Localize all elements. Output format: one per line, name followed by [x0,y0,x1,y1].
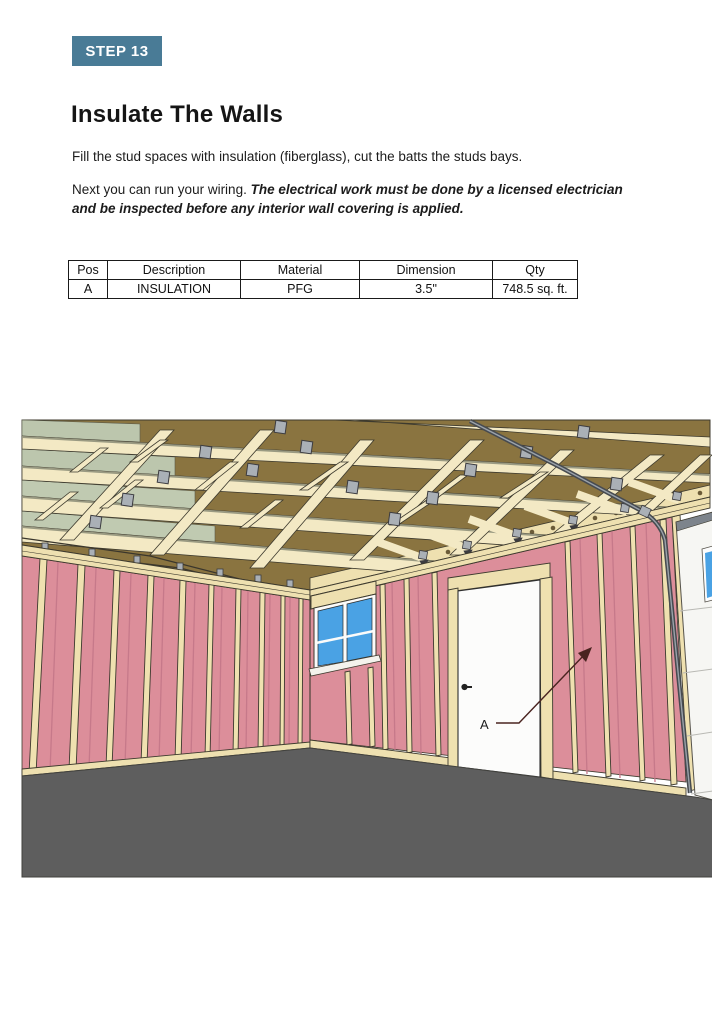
door-knob [461,684,467,690]
paragraph-2-emphasis: The electrical work must be done by a licensed electrician and be inspected before any interior wall covering is applied. [72,182,623,216]
marker-a-label: A [480,717,489,732]
col-header-description: Description [108,261,241,280]
col-header-material: Material [241,261,360,280]
cell-qty: 748.5 sq. ft. [493,280,578,299]
cell-description: INSULATION [108,280,241,299]
door-jamb-left [448,588,458,769]
door-slab [458,580,540,777]
page-title: Insulate The Walls [71,101,284,128]
step-badge [72,36,162,66]
materials-table-row [69,280,578,299]
cell-pos: A [69,280,108,299]
step-badge-label: STEP 13 [85,42,149,60]
cell-dimension: 3.5" [360,280,493,299]
materials-table [68,260,578,299]
paragraph-2-normal: Next you can run your wiring. [72,182,251,197]
door-jamb-right [540,577,553,779]
col-header-pos: Pos [69,261,108,280]
col-header-qty: Qty [493,261,578,280]
window-pane-left [318,605,343,666]
cell-material: PFG [241,280,360,299]
materials-table-header-row [69,261,578,280]
door [448,563,553,779]
col-header-dimension: Dimension [360,261,493,280]
window [309,581,381,676]
instruction-paragraph-1: Fill the stud spaces with insulation (fiberglass), cut the batts the studs bays. [72,149,523,164]
instruction-paragraph-2 [72,181,647,218]
window-pane-right [347,598,372,661]
garage-illustration [12,418,712,880]
